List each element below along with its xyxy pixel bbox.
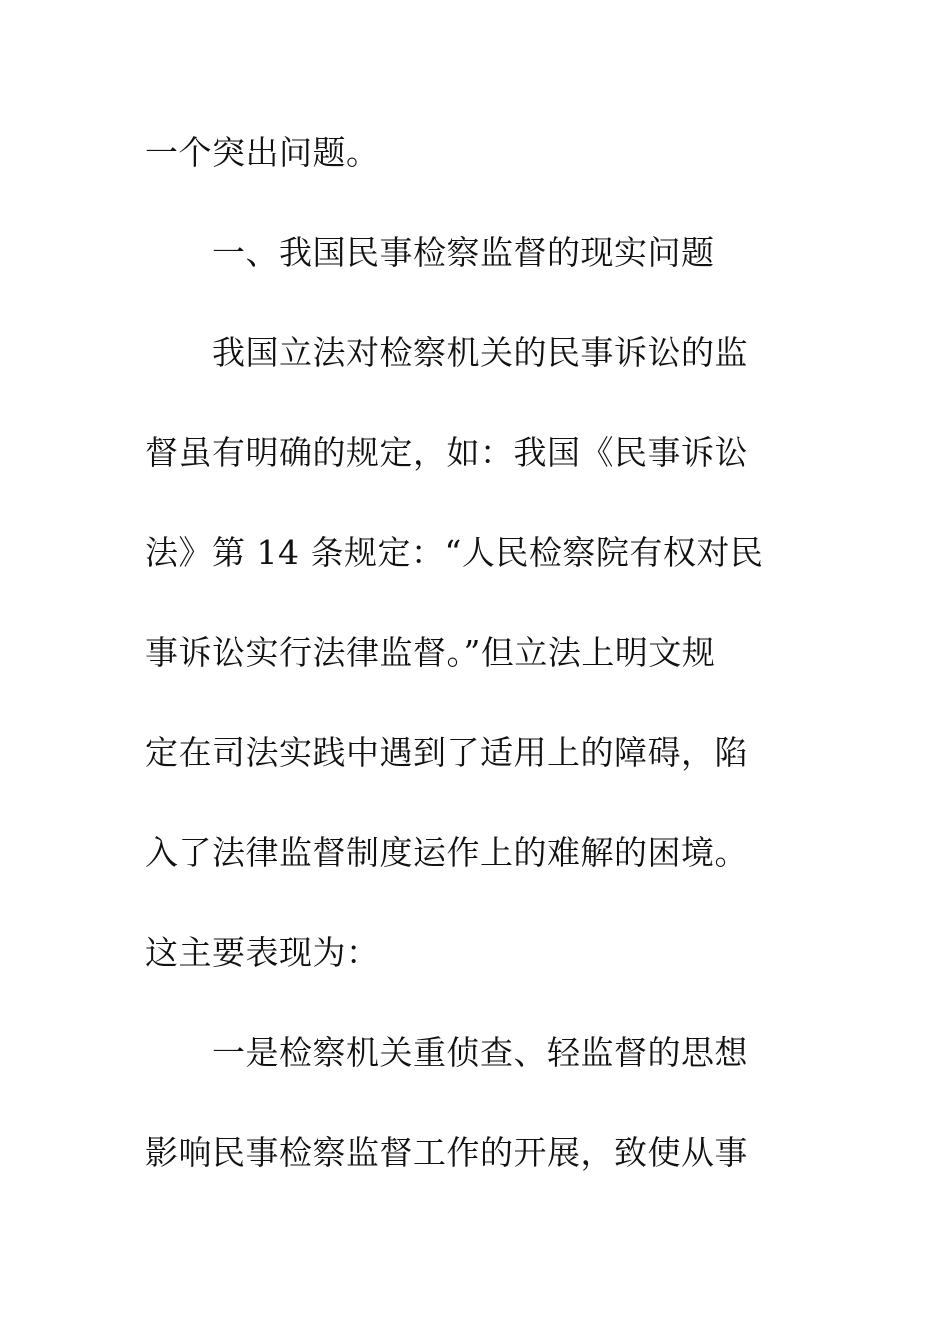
text-line: 一个突出问题。 [145,133,380,172]
text-line: 一是检察机关重侦查、轻监督的思想 [145,1033,748,1072]
text-line: 定在司法实践中遇到了适用上的障碍，陷 [145,733,748,772]
text-line: 我国立法对检察机关的民事诉讼的监 [145,333,748,372]
text-line: 影响民事检察监督工作的开展，致使从事 [145,1133,748,1172]
text-line: 这主要表现为： [145,933,380,972]
text-line: 事诉讼实行法律监督。”但立法上明文规 [145,633,716,672]
text-line: 督虽有明确的规定，如：我国《民事诉讼 [145,433,748,472]
section-heading: 一、我国民事检察监督的现实问题 [145,233,715,272]
text-line: 入了法律监督制度运作上的难解的困境。 [145,833,748,872]
text-line: 法》第 14 条规定：“人民检察院有权对民 [145,533,764,572]
